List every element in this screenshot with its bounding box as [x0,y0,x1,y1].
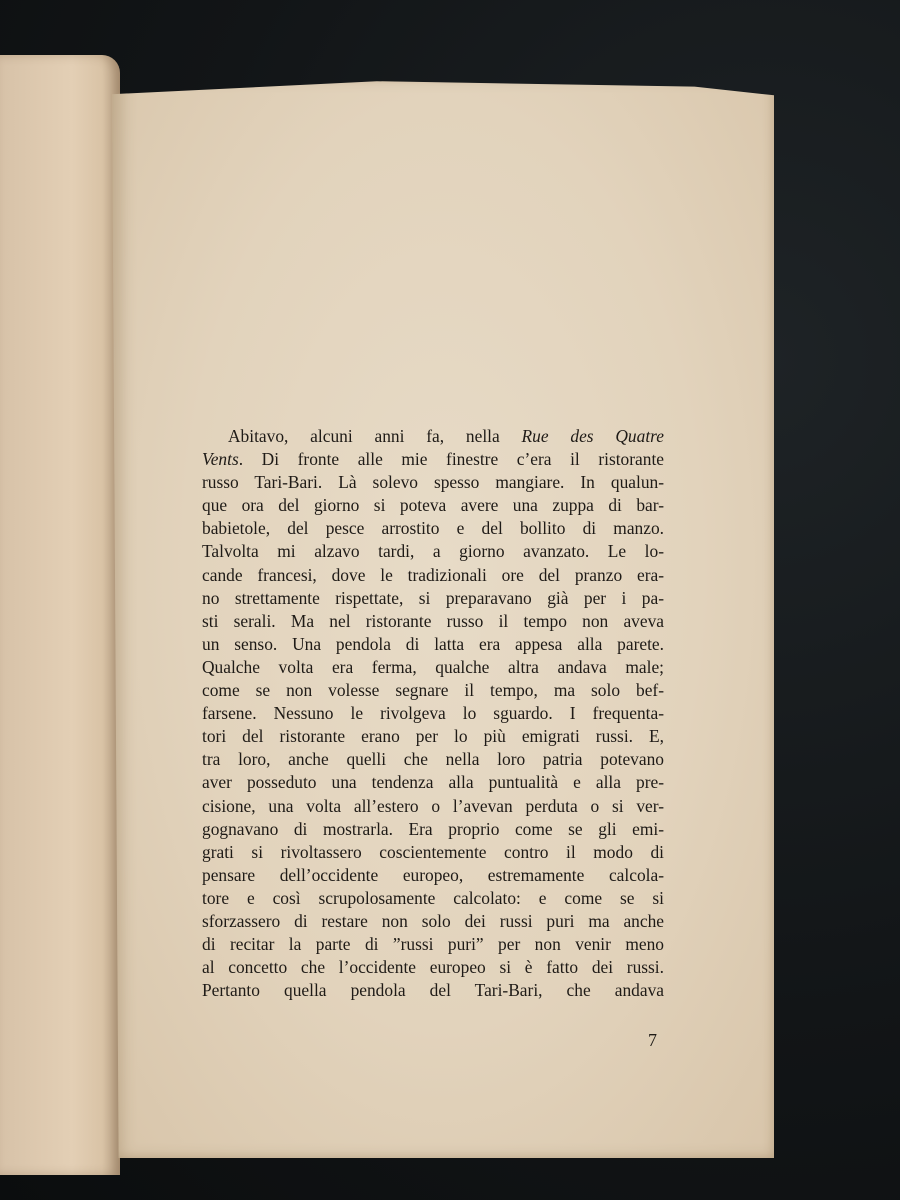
text-line: Abitavo, alcuni anni fa, nella Rue des Quatre [228,426,664,446]
street-name: Rue des Quatre [521,426,664,446]
page-number: 7 [648,1030,657,1050]
text-line: tra loro, anche quelli che nella loro patria potevano [202,749,664,770]
street-name: Vents [202,449,239,470]
text-line: Talvolta mi alzavo tardi, a giorno avanzato. Le lo- [202,541,664,562]
text-line: russo Tari-Bari. Là solevo spesso mangiare. In qualun- [202,472,664,493]
text-line: Vents. Di fronte alle mie finestre c’era il ristorante [202,449,664,470]
text-line: aver posseduto una tendenza alla puntualità e alla pre- [202,772,664,793]
text-line: cisione, una volta all’estero o l’avevan perduta o si ver- [202,795,664,816]
text-line: cande francesi, dove le tradizionali ore del pranzo era- [202,564,664,585]
text-line: Qualche volta era ferma, qualche altra andava male; [202,656,664,677]
text-line: pensare dell’occidente europeo, estremamente calcola- [202,864,664,885]
text-line: babietole, del pesce arrostito e del bollito di manzo. [202,518,664,539]
text-line: come se non volesse segnare il tempo, ma solo bef- [202,680,664,701]
text-line: al concetto che l’occidente europeo si è fatto dei russi. [202,957,664,978]
text-line: di recitar la parte di ”russi puri” per non venir meno [202,934,664,955]
text-line: gognavano di mostrarla. Era proprio come se gli emi- [202,818,664,839]
body-text [202,425,664,1002]
text-line: sti serali. Ma nel ristorante russo il tempo non aveva [202,610,664,631]
text-line: farsene. Nessuno le rivolgeva lo sguardo. I frequenta- [202,703,664,724]
text-line: tori del ristorante erano per lo più emigrati russi. E, [202,726,664,747]
text-line: un senso. Una pendola di latta era appesa alla parete. [202,633,664,654]
text-line: sforzassero di restare non solo dei russi puri ma anche [202,910,664,931]
text-line: que ora del giorno si poteva avere una zuppa di bar- [202,495,664,516]
previous-page-edge [0,55,120,1175]
text-line: tore e così scrupolosamente calcolato: e come se si [202,887,664,908]
text-line: grati si rivoltassero coscientemente contro il modo di [202,841,664,862]
text-line: Pertanto quella pendola del Tari-Bari, che andava [202,980,664,1001]
text-line: no strettamente rispettate, si preparavano già per i pa- [202,587,664,608]
